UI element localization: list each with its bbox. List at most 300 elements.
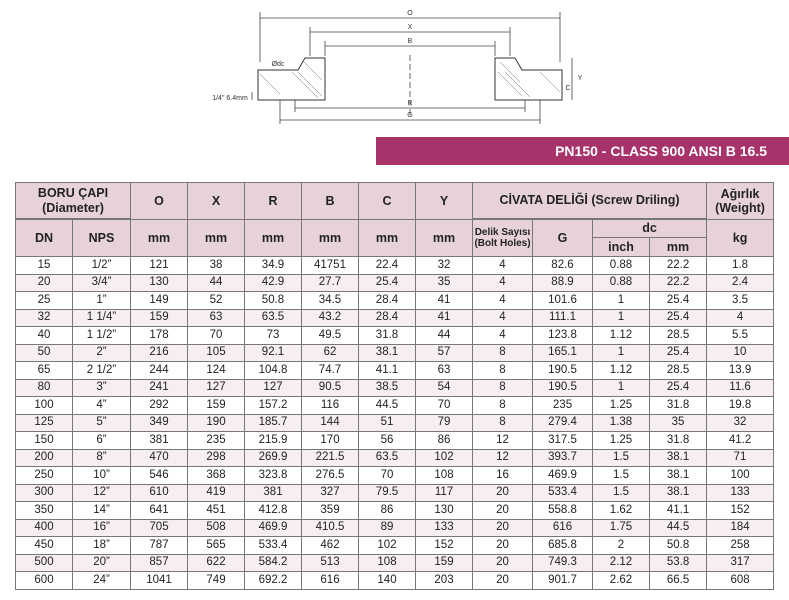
- table-cell: 44.5: [359, 397, 416, 415]
- table-cell: 5.5: [707, 327, 774, 345]
- table-cell: 323.8: [245, 467, 302, 485]
- table-cell: 127: [245, 379, 302, 397]
- table-row: [16, 467, 774, 485]
- table-cell: 4: [473, 292, 533, 310]
- table-cell: 558.8: [533, 502, 593, 520]
- table-cell: 584.2: [245, 554, 302, 572]
- table-cell: 533.4: [533, 484, 593, 502]
- table-cell: 63: [416, 362, 473, 380]
- table-cell: 20: [473, 502, 533, 520]
- table-cell: 22.4: [359, 257, 416, 275]
- table-cell: 4”: [73, 397, 131, 415]
- header-bolting-text: CİVATA DELİĞİ (Screw Driling): [499, 193, 680, 208]
- table-cell: 0.88: [593, 274, 650, 292]
- table-cell: 117: [416, 484, 473, 502]
- header-B-text: B: [325, 193, 335, 208]
- table-cell: 258: [707, 537, 774, 555]
- table-cell: 4: [473, 274, 533, 292]
- table-cell: 100: [707, 467, 774, 485]
- table-cell: 4: [707, 309, 774, 327]
- table-cell: 300: [16, 484, 73, 502]
- table-cell: 12”: [73, 484, 131, 502]
- table-cell: 34.9: [245, 257, 302, 275]
- table-cell: 159: [131, 309, 188, 327]
- table-cell: 51: [359, 414, 416, 432]
- table-cell: 22.2: [650, 274, 707, 292]
- standard-title-bar: [376, 137, 789, 165]
- table-cell: 31.8: [359, 327, 416, 345]
- table-cell: 20: [16, 274, 73, 292]
- table-cell: 616: [302, 572, 359, 590]
- dim-Y-label: Y: [577, 75, 583, 82]
- table-cell: 2: [593, 537, 650, 555]
- table-cell: 70: [416, 397, 473, 415]
- table-cell: 41: [416, 309, 473, 327]
- table-cell: 616: [533, 519, 593, 537]
- table-cell: 86: [416, 432, 473, 450]
- table-cell: 44: [416, 327, 473, 345]
- table-cell: 28.5: [650, 327, 707, 345]
- table-cell: 32: [16, 309, 73, 327]
- table-cell: 235: [188, 432, 245, 450]
- header-bolt-holes: [473, 220, 533, 257]
- table-cell: 104.8: [245, 362, 302, 380]
- table-cell: 513: [302, 554, 359, 572]
- table-cell: 74.7: [302, 362, 359, 380]
- table-cell: 100: [16, 397, 73, 415]
- table-cell: 641: [131, 502, 188, 520]
- flange-dimensions-table: [15, 182, 774, 590]
- table-cell: 25.4: [650, 379, 707, 397]
- table-cell: 130: [416, 502, 473, 520]
- table-cell: 42.9: [245, 274, 302, 292]
- table-row: [16, 344, 774, 362]
- table-cell: 25.4: [650, 292, 707, 310]
- table-row: [16, 362, 774, 380]
- table-cell: 86: [359, 502, 416, 520]
- table-cell: 101.6: [533, 292, 593, 310]
- table-cell: 1”: [73, 292, 131, 310]
- table-cell: 1.25: [593, 432, 650, 450]
- table-cell: 41.1: [359, 362, 416, 380]
- table-cell: 419: [188, 484, 245, 502]
- table-cell: 102: [359, 537, 416, 555]
- table-cell: 24”: [73, 572, 131, 590]
- unit-R: mm: [245, 220, 302, 257]
- table-cell: 269.9: [245, 449, 302, 467]
- table-cell: 3/4”: [73, 274, 131, 292]
- header-C: [359, 183, 416, 220]
- dim-G-label: G: [407, 112, 413, 119]
- table-cell: 292: [131, 397, 188, 415]
- table-cell: 35: [650, 414, 707, 432]
- table-cell: 102: [416, 449, 473, 467]
- unit-B: mm: [302, 220, 359, 257]
- table-cell: 8: [473, 379, 533, 397]
- table-cell: 13.9: [707, 362, 774, 380]
- table-cell: 1: [593, 379, 650, 397]
- table-cell: 44.5: [650, 519, 707, 537]
- table-cell: 170: [302, 432, 359, 450]
- table-cell: 82.6: [533, 257, 593, 275]
- header-Y-text: Y: [439, 193, 449, 208]
- table-cell: 127: [188, 379, 245, 397]
- table-cell: 63: [188, 309, 245, 327]
- table-cell: 20: [473, 484, 533, 502]
- table-cell: 1041: [131, 572, 188, 590]
- table-cell: 469.9: [533, 467, 593, 485]
- table-cell: 10”: [73, 467, 131, 485]
- table-cell: 152: [416, 537, 473, 555]
- dim-X-label: X: [407, 24, 413, 31]
- table-cell: 54: [416, 379, 473, 397]
- table-cell: 185.7: [245, 414, 302, 432]
- unit-dc-inch: inch: [593, 238, 650, 256]
- table-cell: 462: [302, 537, 359, 555]
- table-cell: 412.8: [245, 502, 302, 520]
- dim-C-label: C: [565, 85, 571, 92]
- table-cell: 1.12: [593, 327, 650, 345]
- table-cell: 8”: [73, 449, 131, 467]
- table-cell: 70: [359, 467, 416, 485]
- header-pipe-size: [16, 183, 131, 219]
- table-cell: 298: [188, 449, 245, 467]
- header-weight: [707, 183, 774, 220]
- table-cell: 200: [16, 449, 73, 467]
- table-cell: 1: [593, 292, 650, 310]
- table-cell: 8: [473, 362, 533, 380]
- table-cell: 1.8: [707, 257, 774, 275]
- table-cell: 89: [359, 519, 416, 537]
- table-cell: 1.38: [593, 414, 650, 432]
- table-cell: 2.62: [593, 572, 650, 590]
- unit-X: mm: [188, 220, 245, 257]
- unit-weight: kg: [707, 220, 774, 257]
- table-cell: 4: [473, 327, 533, 345]
- table-row: [16, 502, 774, 520]
- unit-C: mm: [359, 220, 416, 257]
- table-cell: 123.8: [533, 327, 593, 345]
- table-cell: 56: [359, 432, 416, 450]
- table-cell: 190.5: [533, 379, 593, 397]
- table-cell: 25.4: [359, 274, 416, 292]
- table-cell: 38.5: [359, 379, 416, 397]
- table-row: [16, 292, 774, 310]
- header-R: [245, 183, 302, 220]
- header-R-text: R: [268, 193, 278, 208]
- table-cell: 92.1: [245, 344, 302, 362]
- table-row: [16, 572, 774, 590]
- header-O: [131, 183, 188, 220]
- header-O-text: O: [154, 193, 164, 208]
- table-cell: 20: [473, 572, 533, 590]
- table-cell: 216: [131, 344, 188, 362]
- table-cell: 31.8: [650, 397, 707, 415]
- table-cell: 705: [131, 519, 188, 537]
- table-cell: 8: [473, 344, 533, 362]
- table-cell: 133: [416, 519, 473, 537]
- table-cell: 25.4: [650, 344, 707, 362]
- table-cell: 28.4: [359, 292, 416, 310]
- table-cell: 73: [245, 327, 302, 345]
- table-cell: 1.75: [593, 519, 650, 537]
- table-cell: 14”: [73, 502, 131, 520]
- table-cell: 31.8: [650, 432, 707, 450]
- table-cell: 279.4: [533, 414, 593, 432]
- table-cell: 79.5: [359, 484, 416, 502]
- table-cell: 20: [473, 519, 533, 537]
- table-cell: 20: [473, 537, 533, 555]
- table-cell: 1.25: [593, 397, 650, 415]
- table-cell: 1 1/4”: [73, 309, 131, 327]
- table-cell: 22.2: [650, 257, 707, 275]
- table-cell: 469.9: [245, 519, 302, 537]
- header-dc: [593, 220, 707, 257]
- table-cell: 79: [416, 414, 473, 432]
- table-cell: 381: [131, 432, 188, 450]
- unit-Y: mm: [416, 220, 473, 257]
- table-cell: 32: [416, 257, 473, 275]
- table-cell: 41751: [302, 257, 359, 275]
- table-cell: 38: [188, 257, 245, 275]
- table-cell: 38.1: [650, 467, 707, 485]
- header-G: G: [533, 220, 593, 257]
- table-cell: 43.2: [302, 309, 359, 327]
- table-row: [16, 537, 774, 555]
- table-cell: 244: [131, 362, 188, 380]
- table-cell: 565: [188, 537, 245, 555]
- dim-B-label: B: [407, 38, 413, 45]
- table-cell: 125: [16, 414, 73, 432]
- table-cell: 178: [131, 327, 188, 345]
- header-pipe-size-text: BORU ÇAPI (Diameter): [37, 186, 109, 215]
- table-cell: 130: [131, 274, 188, 292]
- header-nps: NPS: [73, 220, 131, 257]
- table-cell: 90.5: [302, 379, 359, 397]
- dim-R-label: R: [407, 100, 413, 107]
- table-cell: 1.12: [593, 362, 650, 380]
- table-cell: 44: [188, 274, 245, 292]
- table-cell: 500: [16, 554, 73, 572]
- header-Y: [416, 183, 473, 220]
- header-bolting: [473, 183, 707, 219]
- table-cell: 381: [245, 484, 302, 502]
- table-cell: 410.5: [302, 519, 359, 537]
- table-cell: 4: [473, 257, 533, 275]
- table-row: [16, 257, 774, 275]
- table-cell: 241: [131, 379, 188, 397]
- table-cell: 359: [302, 502, 359, 520]
- table-cell: 25: [16, 292, 73, 310]
- table-cell: 749: [188, 572, 245, 590]
- header-dn: DN: [16, 220, 73, 257]
- table-row: [16, 449, 774, 467]
- table-row: [16, 519, 774, 537]
- table-cell: 80: [16, 379, 73, 397]
- table-cell: 149: [131, 292, 188, 310]
- header-B: [302, 183, 359, 220]
- table-cell: 2.12: [593, 554, 650, 572]
- table-cell: 108: [416, 467, 473, 485]
- standard-title: PN150 - CLASS 900 ANSI B 16.5: [555, 143, 767, 159]
- table-cell: 349: [131, 414, 188, 432]
- table-cell: 749.3: [533, 554, 593, 572]
- dim-thickness-label: 1/4" 6.4mm: [212, 95, 248, 102]
- table-cell: 20”: [73, 554, 131, 572]
- table-cell: 28.4: [359, 309, 416, 327]
- table-cell: 63.5: [359, 449, 416, 467]
- table-cell: 11.6: [707, 379, 774, 397]
- table-cell: 16: [473, 467, 533, 485]
- table-cell: 1: [593, 344, 650, 362]
- table-cell: 52: [188, 292, 245, 310]
- table-cell: 393.7: [533, 449, 593, 467]
- table-cell: 5”: [73, 414, 131, 432]
- table-cell: 1/2”: [73, 257, 131, 275]
- header-bolt-holes-text: Delik Sayısı (Bolt Holes): [474, 226, 531, 249]
- table-cell: 901.7: [533, 572, 593, 590]
- table-cell: 12: [473, 449, 533, 467]
- table-cell: 600: [16, 572, 73, 590]
- table-cell: 685.8: [533, 537, 593, 555]
- table-cell: 57: [416, 344, 473, 362]
- table-cell: 610: [131, 484, 188, 502]
- table-cell: 317.5: [533, 432, 593, 450]
- table-cell: 15: [16, 257, 73, 275]
- table-cell: 18”: [73, 537, 131, 555]
- table-cell: 50.8: [245, 292, 302, 310]
- table-cell: 450: [16, 537, 73, 555]
- table-row: [16, 274, 774, 292]
- table-cell: 221.5: [302, 449, 359, 467]
- table-cell: 1.5: [593, 467, 650, 485]
- table-cell: 124: [188, 362, 245, 380]
- table-cell: 25.4: [650, 309, 707, 327]
- table-cell: 144: [302, 414, 359, 432]
- table-cell: 190.5: [533, 362, 593, 380]
- table-cell: 159: [416, 554, 473, 572]
- table-cell: 35: [416, 274, 473, 292]
- table-cell: 66.5: [650, 572, 707, 590]
- table-row: [16, 309, 774, 327]
- table-cell: 121: [131, 257, 188, 275]
- table-cell: 2.4: [707, 274, 774, 292]
- table-cell: 0.88: [593, 257, 650, 275]
- table-row: [16, 327, 774, 345]
- table-cell: 50.8: [650, 537, 707, 555]
- table-cell: 317: [707, 554, 774, 572]
- table-row: [16, 414, 774, 432]
- header-C-text: C: [382, 193, 392, 208]
- table-cell: 63.5: [245, 309, 302, 327]
- table-cell: 165.1: [533, 344, 593, 362]
- table-cell: 53.8: [650, 554, 707, 572]
- table-cell: 108: [359, 554, 416, 572]
- table-cell: 157.2: [245, 397, 302, 415]
- table-cell: 88.9: [533, 274, 593, 292]
- table-cell: 140: [359, 572, 416, 590]
- table-cell: 41.1: [650, 502, 707, 520]
- table-cell: 533.4: [245, 537, 302, 555]
- table-cell: 3”: [73, 379, 131, 397]
- table-row: [16, 397, 774, 415]
- header-dc-text: dc: [593, 220, 706, 238]
- table-cell: 116: [302, 397, 359, 415]
- table-cell: 150: [16, 432, 73, 450]
- table-cell: 3.5: [707, 292, 774, 310]
- table-row: [16, 379, 774, 397]
- table-cell: 38.1: [650, 449, 707, 467]
- table-cell: 327: [302, 484, 359, 502]
- table-cell: 1.5: [593, 484, 650, 502]
- table-cell: 622: [188, 554, 245, 572]
- table-cell: 2 1/2”: [73, 362, 131, 380]
- table-cell: 50: [16, 344, 73, 362]
- dim-O-label: O: [407, 10, 413, 17]
- table-cell: 19.8: [707, 397, 774, 415]
- table-cell: 8: [473, 397, 533, 415]
- table-cell: 350: [16, 502, 73, 520]
- table-cell: 276.5: [302, 467, 359, 485]
- table-cell: 152: [707, 502, 774, 520]
- table-cell: 10: [707, 344, 774, 362]
- table-row: [16, 432, 774, 450]
- table-cell: 159: [188, 397, 245, 415]
- table-cell: 451: [188, 502, 245, 520]
- table-cell: 34.5: [302, 292, 359, 310]
- table-cell: 71: [707, 449, 774, 467]
- table-cell: 1: [593, 309, 650, 327]
- table-cell: 470: [131, 449, 188, 467]
- table-cell: 38.1: [359, 344, 416, 362]
- table-cell: 250: [16, 467, 73, 485]
- table-cell: 105: [188, 344, 245, 362]
- table-cell: 41: [416, 292, 473, 310]
- table-cell: 546: [131, 467, 188, 485]
- table-cell: 235: [533, 397, 593, 415]
- table-cell: 16”: [73, 519, 131, 537]
- table-cell: 40: [16, 327, 73, 345]
- table-cell: 400: [16, 519, 73, 537]
- table-cell: 133: [707, 484, 774, 502]
- table-cell: 2”: [73, 344, 131, 362]
- table-cell: 1.5: [593, 449, 650, 467]
- table-cell: 608: [707, 572, 774, 590]
- table-row: [16, 554, 774, 572]
- table-cell: 12: [473, 432, 533, 450]
- unit-dc-mm: mm: [666, 240, 690, 254]
- table-cell: 184: [707, 519, 774, 537]
- table-cell: 111.1: [533, 309, 593, 327]
- table-cell: 692.2: [245, 572, 302, 590]
- unit-O: mm: [131, 220, 188, 257]
- table-cell: 65: [16, 362, 73, 380]
- table-cell: 20: [473, 554, 533, 572]
- table-cell: 1 1/2”: [73, 327, 131, 345]
- table-cell: 215.9: [245, 432, 302, 450]
- table-cell: 70: [188, 327, 245, 345]
- header-X: [188, 183, 245, 220]
- header-X-text: X: [211, 193, 221, 208]
- flange-drawing: [200, 0, 590, 135]
- table-cell: 4: [473, 309, 533, 327]
- table-cell: 508: [188, 519, 245, 537]
- table-cell: 38.1: [650, 484, 707, 502]
- table-row: [16, 484, 774, 502]
- table-cell: 6”: [73, 432, 131, 450]
- header-weight-text: Ağırlık (Weight): [715, 186, 765, 215]
- table-cell: 27.7: [302, 274, 359, 292]
